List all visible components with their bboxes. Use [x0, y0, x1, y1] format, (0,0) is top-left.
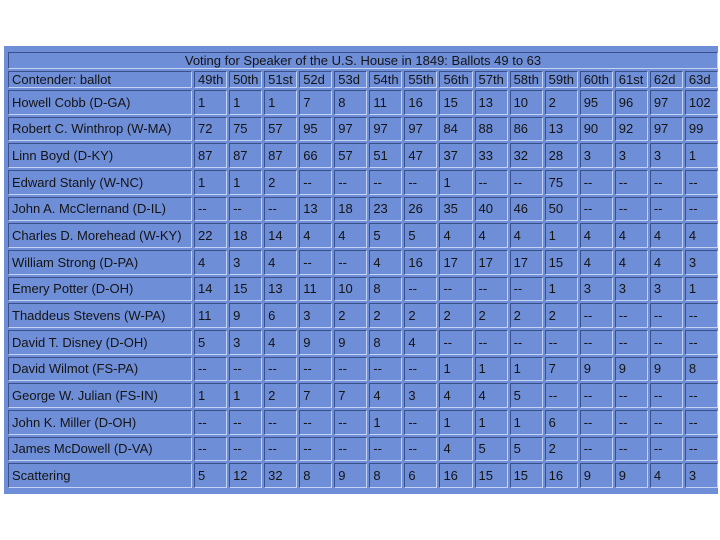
contender-name-cell: David Wilmot (FS-PA): [8, 357, 192, 382]
vote-count-cell: --: [475, 330, 508, 355]
vote-count-cell: 8: [299, 463, 332, 488]
vote-count-cell: --: [685, 437, 718, 462]
vote-count-cell: --: [264, 437, 297, 462]
vote-count-cell: 9: [334, 463, 367, 488]
vote-count-cell: --: [580, 197, 613, 222]
vote-count-cell: --: [299, 437, 332, 462]
vote-count-cell: 4: [615, 250, 648, 275]
vote-count-cell: 4: [475, 223, 508, 248]
contender-name-cell: David T. Disney (D-OH): [8, 330, 192, 355]
vote-count-cell: 1: [229, 383, 262, 408]
vote-count-cell: --: [615, 170, 648, 195]
vote-count-cell: 9: [334, 330, 367, 355]
table-row: [8, 277, 718, 302]
vote-count-cell: 5: [194, 330, 227, 355]
vote-count-cell: --: [229, 437, 262, 462]
vote-count-cell: 7: [334, 383, 367, 408]
vote-count-cell: 3: [650, 277, 683, 302]
vote-count-cell: 15: [439, 90, 472, 115]
vote-count-cell: --: [650, 303, 683, 328]
vote-count-cell: --: [299, 250, 332, 275]
vote-count-cell: 92: [615, 117, 648, 142]
vote-count-cell: --: [404, 410, 437, 435]
vote-count-cell: 1: [194, 90, 227, 115]
vote-count-cell: 95: [299, 117, 332, 142]
vote-count-cell: 8: [369, 277, 402, 302]
header-cell-ballot: 63d: [685, 71, 718, 88]
table-row: [8, 143, 718, 168]
header-cell-ballot: 62d: [650, 71, 683, 88]
table-row: [8, 437, 718, 462]
vote-count-cell: 11: [369, 90, 402, 115]
vote-count-cell: 14: [194, 277, 227, 302]
vote-count-cell: 102: [685, 90, 718, 115]
vote-count-cell: --: [334, 437, 367, 462]
contender-name-cell: Howell Cobb (D-GA): [8, 90, 192, 115]
contender-name-cell: Scattering: [8, 463, 192, 488]
vote-count-cell: 1: [510, 410, 543, 435]
vote-count-cell: 12: [229, 463, 262, 488]
vote-count-cell: --: [194, 437, 227, 462]
vote-count-cell: 97: [650, 117, 683, 142]
vote-count-cell: 1: [510, 357, 543, 382]
vote-count-cell: --: [580, 383, 613, 408]
vote-count-cell: --: [369, 170, 402, 195]
vote-count-cell: 33: [475, 143, 508, 168]
vote-count-cell: 35: [439, 197, 472, 222]
vote-count-cell: 1: [229, 90, 262, 115]
header-cell-ballot: 52d: [299, 71, 332, 88]
vote-count-cell: 13: [264, 277, 297, 302]
vote-count-cell: 32: [264, 463, 297, 488]
vote-count-cell: 40: [475, 197, 508, 222]
vote-count-cell: 4: [580, 223, 613, 248]
vote-count-cell: --: [369, 357, 402, 382]
vote-count-cell: --: [580, 303, 613, 328]
vote-count-cell: 1: [475, 357, 508, 382]
table-row: [8, 197, 718, 222]
vote-count-cell: 1: [369, 410, 402, 435]
vote-count-cell: 26: [404, 197, 437, 222]
vote-count-cell: 3: [229, 250, 262, 275]
vote-count-cell: --: [264, 197, 297, 222]
table-row: [8, 170, 718, 195]
vote-count-cell: 9: [650, 357, 683, 382]
vote-count-cell: 2: [369, 303, 402, 328]
vote-count-cell: --: [685, 330, 718, 355]
contender-name-cell: John K. Miller (D-OH): [8, 410, 192, 435]
vote-count-cell: 15: [545, 250, 578, 275]
vote-count-cell: --: [194, 197, 227, 222]
vote-count-cell: 10: [334, 277, 367, 302]
vote-count-cell: 2: [334, 303, 367, 328]
vote-count-cell: 2: [475, 303, 508, 328]
vote-count-cell: 4: [369, 250, 402, 275]
contender-name-cell: Linn Boyd (D-KY): [8, 143, 192, 168]
vote-count-cell: 4: [264, 250, 297, 275]
contender-name-cell: George W. Julian (FS-IN): [8, 383, 192, 408]
header-cell-ballot: 55th: [404, 71, 437, 88]
vote-count-cell: --: [439, 277, 472, 302]
vote-count-cell: 97: [650, 90, 683, 115]
vote-count-cell: 18: [229, 223, 262, 248]
vote-count-cell: --: [545, 330, 578, 355]
header-cell-ballot: 51st: [264, 71, 297, 88]
vote-count-cell: 3: [580, 143, 613, 168]
vote-count-cell: --: [580, 330, 613, 355]
vote-count-cell: 4: [650, 463, 683, 488]
vote-count-cell: 3: [404, 383, 437, 408]
vote-count-cell: 2: [545, 90, 578, 115]
vote-count-cell: 4: [264, 330, 297, 355]
vote-count-cell: 1: [194, 383, 227, 408]
vote-count-cell: 4: [650, 223, 683, 248]
vote-count-cell: 1: [685, 143, 718, 168]
vote-count-cell: --: [194, 357, 227, 382]
vote-count-cell: 4: [510, 223, 543, 248]
vote-count-cell: 17: [439, 250, 472, 275]
vote-count-cell: 17: [475, 250, 508, 275]
vote-count-cell: 4: [299, 223, 332, 248]
header-cell-ballot: 61st: [615, 71, 648, 88]
vote-count-cell: 18: [334, 197, 367, 222]
vote-count-cell: --: [264, 410, 297, 435]
vote-count-cell: 96: [615, 90, 648, 115]
vote-count-cell: 1: [194, 170, 227, 195]
table-row: [8, 250, 718, 275]
vote-count-cell: 11: [194, 303, 227, 328]
vote-count-cell: --: [685, 410, 718, 435]
vote-count-cell: 1: [264, 90, 297, 115]
contender-name-cell: Emery Potter (D-OH): [8, 277, 192, 302]
vote-count-cell: 97: [369, 117, 402, 142]
vote-count-cell: --: [334, 410, 367, 435]
vote-count-cell: 87: [229, 143, 262, 168]
vote-count-cell: --: [475, 170, 508, 195]
vote-count-cell: --: [404, 277, 437, 302]
vote-count-cell: 3: [615, 277, 648, 302]
vote-count-cell: --: [229, 197, 262, 222]
vote-count-cell: 57: [334, 143, 367, 168]
vote-count-cell: 1: [545, 277, 578, 302]
vote-count-cell: --: [229, 357, 262, 382]
vote-count-cell: 8: [369, 463, 402, 488]
vote-count-cell: 3: [685, 250, 718, 275]
vote-count-cell: --: [299, 357, 332, 382]
vote-count-cell: 6: [545, 410, 578, 435]
vote-count-cell: --: [299, 410, 332, 435]
vote-count-cell: 97: [334, 117, 367, 142]
vote-count-cell: 46: [510, 197, 543, 222]
table-title: Voting for Speaker of the U.S. House in 1849: Ballots 49 to 63: [8, 52, 718, 69]
vote-count-cell: --: [580, 170, 613, 195]
vote-count-cell: 3: [299, 303, 332, 328]
vote-count-cell: --: [615, 197, 648, 222]
vote-count-cell: 13: [475, 90, 508, 115]
vote-count-cell: 1: [439, 170, 472, 195]
contender-name-cell: Charles D. Morehead (W-KY): [8, 223, 192, 248]
vote-count-cell: 2: [264, 170, 297, 195]
vote-count-cell: --: [685, 303, 718, 328]
vote-count-cell: --: [615, 437, 648, 462]
vote-count-cell: 22: [194, 223, 227, 248]
vote-count-cell: --: [685, 197, 718, 222]
vote-count-cell: 11: [299, 277, 332, 302]
table-row: [8, 463, 718, 488]
contender-name-cell: Robert C. Winthrop (W-MA): [8, 117, 192, 142]
vote-count-cell: 4: [650, 250, 683, 275]
vote-count-cell: 4: [369, 383, 402, 408]
vote-count-cell: 8: [369, 330, 402, 355]
vote-count-cell: 28: [545, 143, 578, 168]
vote-count-cell: 16: [404, 90, 437, 115]
table-row: [8, 90, 718, 115]
vote-count-cell: --: [194, 410, 227, 435]
vote-count-cell: 16: [404, 250, 437, 275]
vote-count-cell: --: [650, 410, 683, 435]
vote-count-cell: 1: [439, 357, 472, 382]
table-row: [8, 117, 718, 142]
vote-count-cell: 1: [439, 410, 472, 435]
vote-count-cell: --: [439, 330, 472, 355]
vote-count-cell: 23: [369, 197, 402, 222]
vote-count-cell: --: [404, 170, 437, 195]
vote-count-cell: 66: [299, 143, 332, 168]
header-cell-ballot: 59th: [545, 71, 578, 88]
vote-count-cell: 2: [510, 303, 543, 328]
vote-count-cell: 5: [404, 223, 437, 248]
header-cell-ballot: 56th: [439, 71, 472, 88]
vote-count-cell: 5: [194, 463, 227, 488]
vote-count-cell: --: [650, 383, 683, 408]
vote-count-cell: 9: [299, 330, 332, 355]
vote-count-cell: --: [615, 383, 648, 408]
vote-count-cell: 13: [299, 197, 332, 222]
vote-count-cell: 5: [475, 437, 508, 462]
vote-count-cell: 3: [685, 463, 718, 488]
vote-count-cell: 4: [404, 330, 437, 355]
vote-count-cell: 57: [264, 117, 297, 142]
vote-count-cell: 15: [510, 463, 543, 488]
vote-count-cell: 4: [615, 223, 648, 248]
vote-count-cell: 1: [685, 277, 718, 302]
vote-count-cell: --: [615, 330, 648, 355]
vote-count-cell: --: [510, 330, 543, 355]
table-row: [8, 410, 718, 435]
vote-count-cell: --: [650, 330, 683, 355]
header-cell-ballot: 58th: [510, 71, 543, 88]
vote-count-cell: 9: [615, 357, 648, 382]
vote-count-cell: 3: [615, 143, 648, 168]
vote-count-cell: 5: [369, 223, 402, 248]
vote-count-cell: 84: [439, 117, 472, 142]
vote-count-cell: 14: [264, 223, 297, 248]
vote-count-cell: --: [404, 437, 437, 462]
vote-count-cell: 87: [264, 143, 297, 168]
vote-count-cell: 17: [510, 250, 543, 275]
table-row: [8, 383, 718, 408]
table-row: [8, 223, 718, 248]
vote-count-cell: --: [510, 170, 543, 195]
vote-count-cell: --: [334, 250, 367, 275]
vote-count-cell: --: [615, 410, 648, 435]
title-row: [8, 52, 718, 69]
table-row: [8, 330, 718, 355]
vote-count-cell: 5: [510, 383, 543, 408]
vote-count-cell: 47: [404, 143, 437, 168]
vote-count-cell: 9: [229, 303, 262, 328]
vote-count-cell: 97: [404, 117, 437, 142]
vote-count-cell: 9: [615, 463, 648, 488]
vote-count-cell: --: [615, 303, 648, 328]
vote-count-cell: 10: [510, 90, 543, 115]
vote-count-cell: --: [334, 170, 367, 195]
vote-count-cell: 15: [229, 277, 262, 302]
contender-name-cell: Edward Stanly (W-NC): [8, 170, 192, 195]
vote-count-cell: --: [650, 170, 683, 195]
vote-count-cell: 8: [334, 90, 367, 115]
vote-count-cell: --: [580, 437, 613, 462]
vote-count-cell: 4: [685, 223, 718, 248]
vote-count-cell: 6: [264, 303, 297, 328]
table-row: [8, 303, 718, 328]
vote-count-cell: 3: [650, 143, 683, 168]
contender-name-cell: William Strong (D-PA): [8, 250, 192, 275]
vote-count-cell: --: [685, 170, 718, 195]
vote-count-cell: --: [299, 170, 332, 195]
header-cell-ballot: 50th: [229, 71, 262, 88]
vote-count-cell: 2: [404, 303, 437, 328]
vote-count-cell: 9: [580, 357, 613, 382]
vote-count-cell: 37: [439, 143, 472, 168]
vote-count-cell: 4: [194, 250, 227, 275]
vote-count-cell: --: [580, 410, 613, 435]
vote-count-cell: 50: [545, 197, 578, 222]
vote-count-cell: 16: [545, 463, 578, 488]
ballot-table: [6, 50, 720, 490]
vote-count-cell: --: [264, 357, 297, 382]
vote-count-cell: 8: [685, 357, 718, 382]
vote-count-cell: --: [475, 277, 508, 302]
vote-count-cell: 2: [439, 303, 472, 328]
contender-name-cell: James McDowell (D-VA): [8, 437, 192, 462]
vote-count-cell: 7: [299, 383, 332, 408]
vote-count-cell: --: [334, 357, 367, 382]
vote-count-cell: 75: [545, 170, 578, 195]
vote-count-cell: 4: [439, 383, 472, 408]
vote-count-cell: 2: [545, 437, 578, 462]
vote-count-cell: 9: [580, 463, 613, 488]
contender-name-cell: John A. McClernand (D-IL): [8, 197, 192, 222]
vote-count-cell: 32: [510, 143, 543, 168]
vote-count-cell: 90: [580, 117, 613, 142]
table-row: [8, 357, 718, 382]
contender-name-cell: Thaddeus Stevens (W-PA): [8, 303, 192, 328]
vote-count-cell: 2: [264, 383, 297, 408]
vote-count-cell: --: [650, 197, 683, 222]
vote-count-cell: 7: [299, 90, 332, 115]
vote-count-cell: --: [404, 357, 437, 382]
header-cell-ballot: 57th: [475, 71, 508, 88]
vote-count-cell: --: [229, 410, 262, 435]
vote-count-cell: --: [685, 383, 718, 408]
vote-count-cell: 7: [545, 357, 578, 382]
vote-count-cell: 3: [229, 330, 262, 355]
vote-count-cell: 88: [475, 117, 508, 142]
vote-count-cell: 1: [475, 410, 508, 435]
header-row: [8, 71, 718, 88]
header-cell-ballot: 60th: [580, 71, 613, 88]
vote-count-cell: --: [369, 437, 402, 462]
header-cell-contender: Contender: ballot: [8, 71, 192, 88]
vote-count-cell: 51: [369, 143, 402, 168]
header-cell-ballot: 49th: [194, 71, 227, 88]
vote-count-cell: 99: [685, 117, 718, 142]
vote-count-cell: 4: [334, 223, 367, 248]
vote-count-cell: 95: [580, 90, 613, 115]
vote-count-cell: 4: [439, 437, 472, 462]
vote-count-cell: --: [545, 383, 578, 408]
vote-count-cell: --: [510, 277, 543, 302]
vote-count-cell: 1: [229, 170, 262, 195]
vote-count-cell: 13: [545, 117, 578, 142]
vote-count-cell: 5: [510, 437, 543, 462]
vote-count-cell: 75: [229, 117, 262, 142]
vote-count-cell: 16: [439, 463, 472, 488]
vote-count-cell: 3: [580, 277, 613, 302]
vote-count-cell: 72: [194, 117, 227, 142]
vote-count-cell: 4: [475, 383, 508, 408]
vote-count-cell: 2: [545, 303, 578, 328]
vote-count-cell: 4: [439, 223, 472, 248]
vote-count-cell: 4: [580, 250, 613, 275]
header-cell-ballot: 53d: [334, 71, 367, 88]
vote-count-cell: 86: [510, 117, 543, 142]
vote-count-cell: 15: [475, 463, 508, 488]
vote-count-cell: 1: [545, 223, 578, 248]
header-cell-ballot: 54th: [369, 71, 402, 88]
vote-count-cell: 6: [404, 463, 437, 488]
vote-count-cell: 87: [194, 143, 227, 168]
ballot-table-frame: [4, 46, 718, 494]
vote-count-cell: --: [650, 437, 683, 462]
